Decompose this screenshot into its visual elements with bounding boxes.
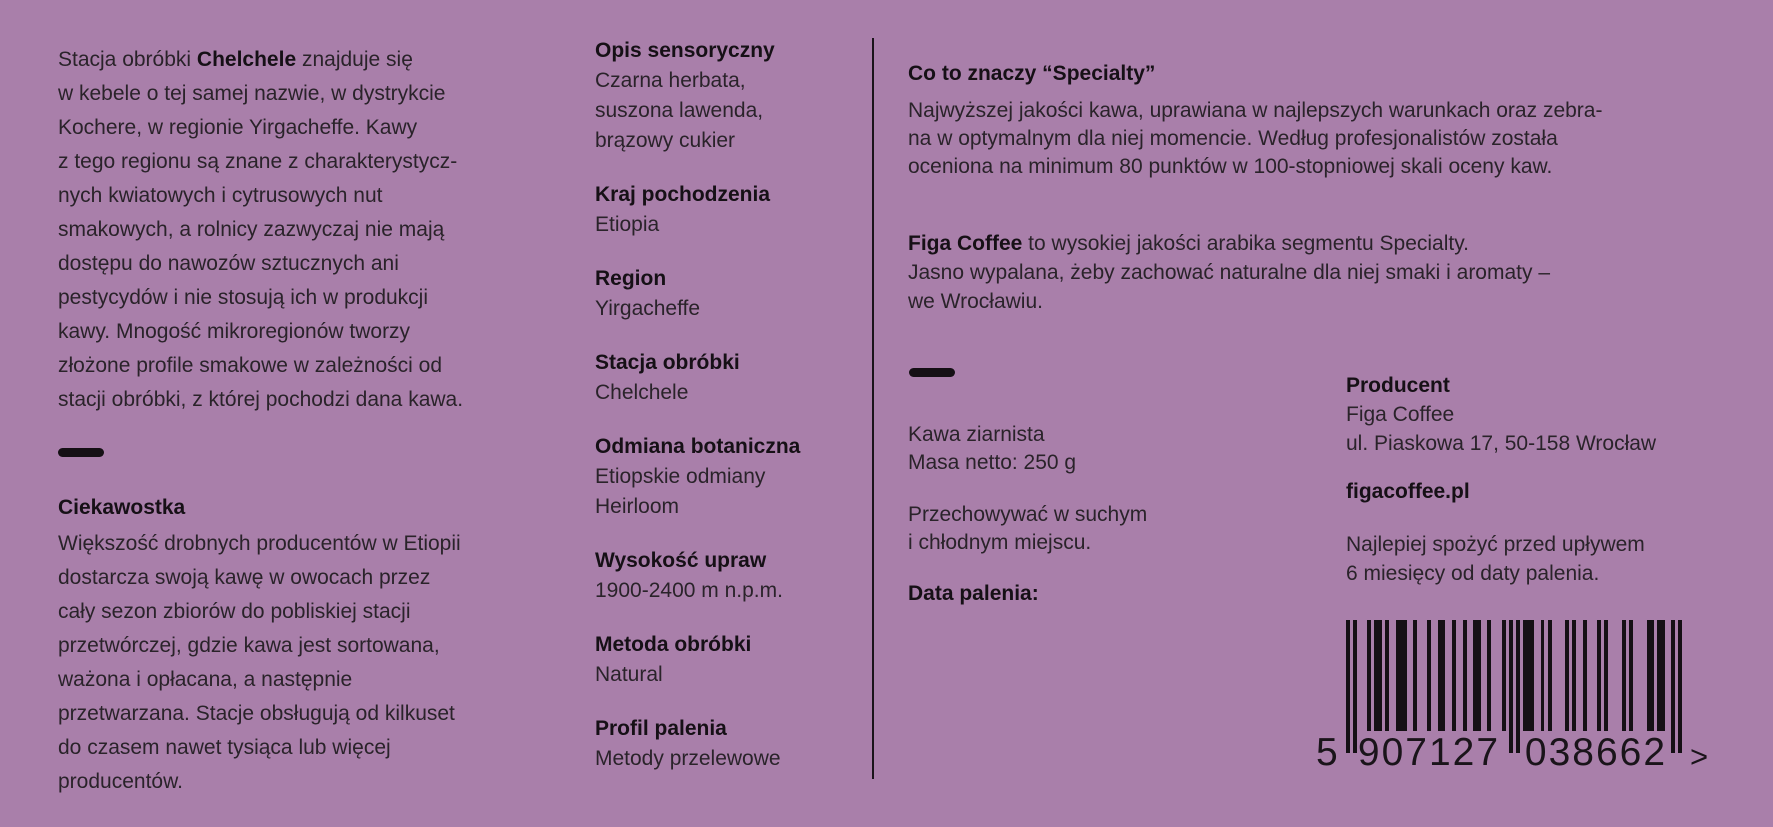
spec-process: [595, 630, 880, 690]
fact-paragraph: [58, 527, 538, 799]
barcode-left-group: 907127: [1357, 731, 1501, 774]
barcode-bar: [1502, 620, 1506, 731]
barcode-digits: [1316, 729, 1709, 774]
text-line: kawy. Mnogość mikroregionów tworzy: [58, 320, 411, 343]
text-line: Większość drobnych producentów w Etiopii: [58, 532, 461, 555]
barcode-bar: [1604, 620, 1608, 731]
text-line: Etiopia: [595, 213, 660, 236]
producer-block: [1346, 371, 1656, 458]
ean13-barcode: [1316, 620, 1709, 774]
spec-label: Region: [595, 267, 667, 290]
text-line: i chłodnym miejscu.: [908, 531, 1092, 554]
spec-label: Metoda obróbki: [595, 633, 752, 656]
text-line: [908, 229, 1550, 258]
storage-instructions: [908, 501, 1147, 557]
barcode-bar: [1509, 620, 1513, 753]
barcode-bar: [1441, 620, 1445, 731]
text-line: złożone profile smakowe w zależności od: [58, 354, 443, 377]
barcode-bar: [1346, 620, 1350, 753]
producer-heading: Producent: [1346, 374, 1450, 397]
intro-pre: Stacja obróbki: [58, 48, 197, 71]
divider-dash: [909, 368, 955, 377]
text-line: we Wrocławiu.: [908, 290, 1043, 313]
spec-region: [595, 264, 880, 324]
spec-label: Odmiana botaniczna: [595, 435, 801, 458]
text-line: na w optymalnym dla niej momencie. Według profesjonalistów została: [908, 127, 1558, 150]
text-line: pestycydów i nie stosują ich w produkcji: [58, 286, 429, 309]
barcode-bar: [1629, 620, 1633, 731]
brand-paragraph: [908, 229, 1550, 316]
barcode-bar: [1353, 620, 1357, 753]
text-line: ważona i opłacana, a następnie: [58, 668, 353, 691]
text-line: Natural: [595, 663, 663, 686]
text-line: przetwórczej, gdzie kawa jest sortowana,: [58, 634, 440, 657]
barcode-bar: [1477, 620, 1481, 731]
text-line: dostępu do nawozów sztucznych ani: [58, 252, 399, 275]
barcode-right-group: 038662: [1524, 731, 1668, 774]
spec-station: [595, 348, 880, 408]
barcode-bar: [1516, 620, 1520, 753]
barcode-bar: [1463, 620, 1467, 731]
station-name-bold: Chelchele: [196, 48, 297, 71]
text-line: cały sezon zbiorów do pobliskiej stacji: [58, 600, 411, 623]
region-description: [58, 43, 538, 417]
brand-name-bold: Figa Coffee: [908, 232, 1023, 255]
product-form-weight: [908, 421, 1076, 477]
barcode-bar: [1565, 620, 1569, 731]
text-line: Figa Coffee: [1346, 403, 1455, 426]
barcode-bar: [1385, 620, 1389, 731]
text-line: suszona lawenda,: [595, 99, 764, 122]
barcode-bar: [1541, 620, 1545, 731]
text-line: Chelchele: [595, 381, 689, 404]
barcode-bar: [1678, 620, 1682, 753]
text-line: przetwarzana. Stacje obsługują od kilkuset: [58, 702, 455, 725]
text-line: 1900-2400 m n.p.m.: [595, 579, 783, 602]
spec-values: [595, 576, 880, 606]
barcode-bar: [1403, 620, 1407, 731]
text-line: Czarna herbata,: [595, 69, 746, 92]
column-region-info: [58, 43, 538, 799]
brand-line-rest: to wysokiej jakości arabika segmentu Specialty.: [1022, 232, 1469, 255]
barcode-bar: [1671, 620, 1675, 753]
spec-variety: [595, 432, 880, 522]
text-line: brązowy cukier: [595, 129, 736, 152]
barcode-system-digit: 5: [1316, 731, 1338, 774]
barcode-bar: [1413, 620, 1417, 731]
barcode-bar: [1452, 620, 1456, 731]
specialty-paragraph: [908, 97, 1602, 181]
spec-roast-profile: [595, 714, 880, 774]
barcode-bar: [1583, 620, 1587, 731]
text-line: ul. Piaskowa 17, 50-158 Wrocław: [1346, 432, 1657, 455]
spec-label: Wysokość upraw: [595, 549, 767, 572]
spec-values: [595, 66, 880, 156]
text-line: Etiopskie odmiany: [595, 465, 766, 488]
text-line: Przechowywać w suchym: [908, 503, 1148, 526]
intro-post: znajduje się: [296, 48, 413, 71]
spec-label: Stacja obróbki: [595, 351, 740, 374]
spec-altitude: [595, 546, 880, 606]
best-before-note: [1346, 530, 1645, 588]
text-line: nych kwiatowych i cytrusowych nut: [58, 184, 383, 207]
spec-country: [595, 180, 880, 240]
text-line: Najwyższej jakości kawa, uprawiana w najlepszych warunkach oraz zebra-: [908, 99, 1603, 122]
spec-label: Opis sensoryczny: [595, 39, 775, 62]
text-line: smakowych, a rolnicy zazwyczaj nie mają: [58, 218, 445, 241]
spec-label: Profil palenia: [595, 717, 727, 740]
spec-values: [595, 660, 880, 690]
website-text: figacoffee.pl: [1346, 480, 1470, 503]
text-line: Heirloom: [595, 495, 680, 518]
barcode-bar: [1661, 620, 1665, 731]
text-line: Kawa ziarnista: [908, 423, 1045, 446]
barcode-bar: [1597, 620, 1601, 731]
specialty-heading: Co to znaczy “Specialty”: [908, 62, 1156, 85]
spec-values: [595, 210, 880, 240]
producer-address: [1346, 400, 1656, 458]
text-line: z tego regionu są znane z charakterystycz-: [58, 150, 458, 173]
barcode-bar: [1427, 620, 1431, 731]
text-line: Jasno wypalana, żeby zachować naturalne dla niej smaki i aromaty –: [908, 261, 1551, 284]
barcode-bar: [1650, 620, 1654, 731]
text-line: oceniona na minimum 80 punktów w 100-stopniowej skali oceny kaw.: [908, 155, 1553, 178]
barcode-quiet-zone-mark: >: [1690, 739, 1709, 774]
brand-paragraph-lines: [908, 258, 1550, 316]
text-line: Yirgacheffe: [595, 297, 701, 320]
region-description-lines: [58, 77, 538, 417]
divider-dash: [58, 448, 104, 457]
spec-values: [595, 294, 880, 324]
text-line: Najlepiej spożyć przed upływem: [1346, 533, 1645, 556]
text-line: Metody przelewowe: [595, 747, 781, 770]
text-line: producentów.: [58, 770, 183, 793]
text-line: w kebele o tej samej nazwie, w dystrykcie: [58, 82, 446, 105]
text-line: Masa netto: 250 g: [908, 451, 1077, 474]
text-line: stacji obróbki, z której pochodzi dana kawa.: [58, 388, 464, 411]
text-line: [58, 43, 538, 77]
text-line: Kochere, w regionie Yirgacheffe. Kawy: [58, 116, 418, 139]
spec-sensory: [595, 36, 880, 156]
text-line: dostarcza swoją kawę w owocach przez: [58, 566, 431, 589]
spec-values: [595, 744, 880, 774]
text-line: do czasem nawet tysiąca lub więcej: [58, 736, 391, 759]
fact-heading: Ciekawostka: [58, 496, 186, 519]
spec-label: Kraj pochodzenia: [595, 183, 771, 206]
barcode-bar: [1367, 620, 1371, 731]
vertical-divider-rule: [872, 38, 874, 779]
barcode-bar: [1530, 620, 1534, 731]
barcode-bar: [1378, 620, 1382, 731]
barcode-bar: [1487, 620, 1491, 731]
roast-date-label: Data palenia:: [908, 582, 1039, 605]
barcode-bar: [1572, 620, 1576, 731]
spec-values: [595, 462, 880, 522]
barcode-bar: [1548, 620, 1552, 731]
spec-values: [595, 378, 880, 408]
text-line: 6 miesięcy od daty palenia.: [1346, 562, 1600, 585]
column-specs: [595, 36, 880, 798]
barcode-bar: [1622, 620, 1626, 731]
